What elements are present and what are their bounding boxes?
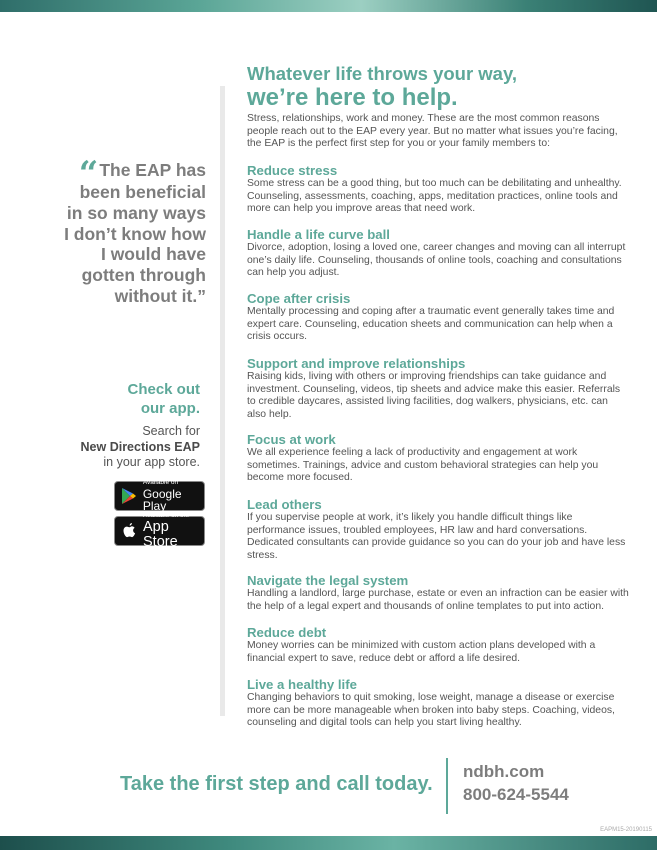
section-body: We all experience feeling a lack of productivity and engagement at work sometimes. Trainings, advice and custom behavioral strategies can help you become more focused.	[247, 447, 599, 484]
section-title: Navigate the legal system	[247, 573, 409, 588]
app-name: New Directions EAP	[80, 439, 200, 454]
section-body: Handling a landlord, large purchase, estate or even an infraction can be easier with the help of a legal expert and thousands of online templates to put into action.	[247, 588, 629, 612]
testimonial-quote	[50, 154, 206, 307]
quote-line: The EAP has	[99, 160, 206, 180]
section-body: Some stress can be a good thing, but too much can be debilitating and unhealthy. Counseling, assessments, coaching, apps, meditation practices, online tools and more can help you improve areas that need work.	[247, 178, 622, 215]
headline-line1: Whatever life throws your way,	[247, 63, 518, 84]
section-relationships	[247, 356, 629, 421]
section-title: Support and improve relationships	[247, 356, 466, 371]
app-store-badge[interactable]	[114, 511, 205, 550]
app-promo-title	[90, 380, 200, 418]
section-title: Lead others	[247, 497, 322, 512]
google-play-badge[interactable]	[114, 481, 205, 511]
app-title-line: Check out	[127, 381, 200, 398]
section-body: Divorce, adoption, losing a loved one, career changes and moving can all interrupt one’s daily life. Counseling, thousands of online tools, coaching and consultations can help you adjust.	[247, 242, 626, 279]
section-lead-others	[247, 497, 629, 562]
intro-paragraph: Stress, relationships, work and money. These are the most common reasons people reach out to the EAP every year. But no matter what issues you’re facing, the EAP is the perfect first step for you or your family members to:	[247, 113, 618, 150]
app-store-label: App Store	[143, 519, 178, 550]
cta-text: Take the first step and call today.	[120, 773, 433, 795]
apple-icon	[121, 521, 138, 541]
quote-line: without it.”	[114, 285, 206, 306]
quote-line: in so many ways	[66, 202, 206, 223]
quote-line: been beneficial	[79, 182, 206, 202]
section-life-curve-ball	[247, 227, 629, 280]
google-play-icon	[121, 486, 138, 506]
section-body: Money worries can be minimized with custom action plans developed with a financial expert to save, reduce debt or afford a life desired.	[247, 640, 596, 664]
document-code: EAPM15-20190115	[600, 827, 652, 833]
headline-line2: we’re here to help.	[247, 84, 458, 111]
section-body: Mentally processing and coping after a traumatic event generally takes time and expert care. Counseling, education sheets and communication can help when a crisis occurs.	[247, 306, 615, 343]
section-body: Raising kids, living with others or improving friendships can take guidance and investment. Counseling, videos, tip sheets and advice make this easier. Referrals to credible daycares, assisted living facilities, dog walkers, physicians, etc. can also help.	[247, 371, 621, 420]
app-title-line: our app.	[140, 400, 200, 417]
section-body: If you supervise people at work, it’s likely you handle difficult things like performance issues, troubled employees, HR law and hard conversations. Dedicated consultants can provide guidance so you can do your job and have less stress.	[247, 512, 626, 561]
section-healthy-life	[247, 677, 629, 730]
section-legal-system	[247, 573, 629, 613]
section-focus-at-work	[247, 432, 629, 485]
section-body: Changing behaviors to quit smoking, lose weight, manage a disease or exercise more can be more manageable when broken into baby steps. Coaching, videos, counseling and digital tools can help you start living healthy.	[247, 692, 615, 729]
phone-number[interactable]: 800-624-5544	[463, 785, 569, 804]
section-reduce-stress	[247, 163, 629, 216]
google-play-label: Google Play	[142, 486, 182, 513]
app-search-instructions	[60, 424, 200, 471]
bottom-photo-band	[0, 836, 657, 850]
section-title: Cope after crisis	[247, 291, 351, 306]
section-title: Reduce stress	[247, 163, 338, 178]
section-title: Live a healthy life	[247, 677, 357, 692]
top-photo-band	[0, 0, 657, 12]
google-play-small-label: Available on	[142, 479, 179, 487]
section-title: Reduce debt	[247, 625, 327, 640]
app-search-label: Search for	[142, 424, 200, 438]
quote-line: I don’t know how	[64, 223, 206, 244]
section-title: Focus at work	[247, 432, 336, 447]
app-store-hint: in your app store.	[103, 455, 200, 469]
section-title: Handle a life curve ball	[247, 227, 390, 242]
cta-divider	[446, 758, 448, 814]
app-store-small-label: Available on the	[143, 511, 190, 519]
section-reduce-debt	[247, 625, 629, 665]
column-divider	[220, 86, 225, 716]
quote-line: I would have	[100, 244, 206, 265]
website-link[interactable]: ndbh.com	[463, 762, 545, 781]
section-cope-after-crisis	[247, 291, 629, 344]
quote-mark-icon: “	[78, 154, 99, 194]
quote-line: gotten through	[81, 265, 206, 286]
